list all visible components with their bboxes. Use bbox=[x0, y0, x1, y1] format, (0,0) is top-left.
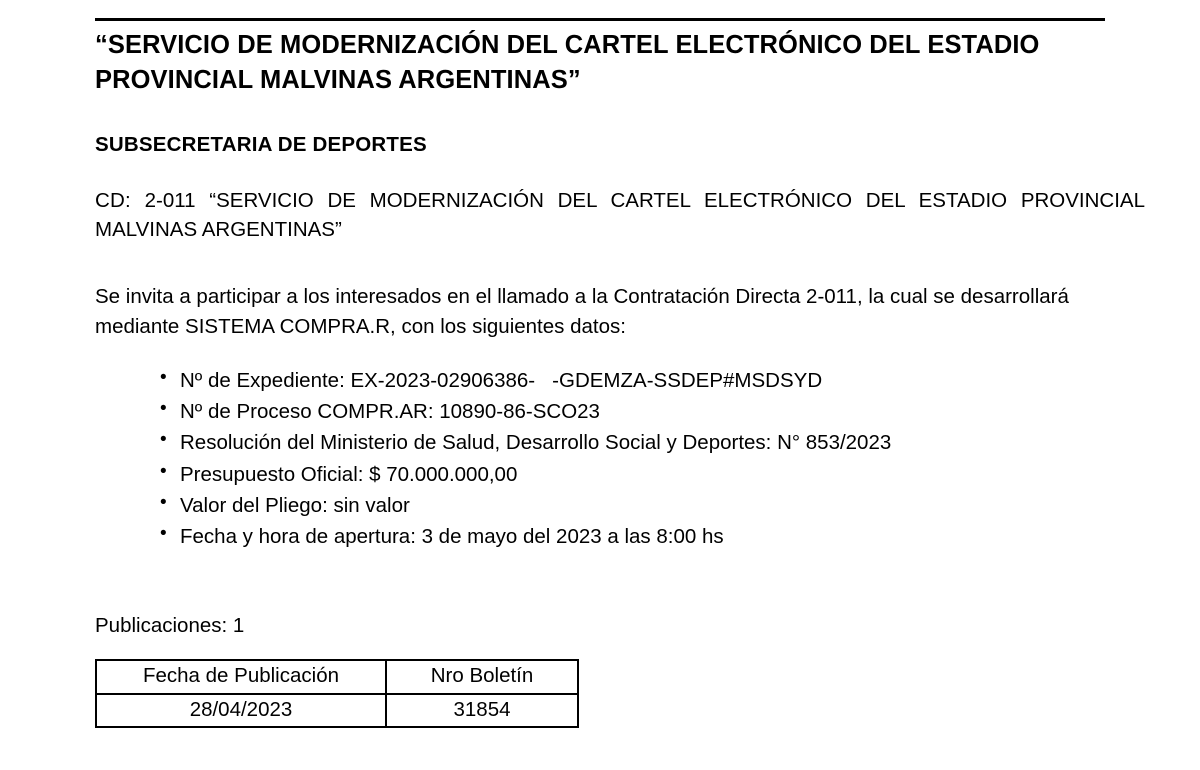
list-item-text: Nº de Expediente: EX-2023-02906386- -GDEMZA-SSDEP#MSDSYD bbox=[180, 369, 823, 393]
contract-reference bbox=[95, 186, 1145, 244]
cell-boletin: 31854 bbox=[386, 694, 578, 728]
document-body bbox=[95, 28, 1150, 728]
cell-fecha: 28/04/2023 bbox=[96, 694, 386, 728]
list-item bbox=[160, 459, 1150, 490]
list-item bbox=[160, 396, 1150, 427]
invitation-paragraph: Se invita a participar a los interesados en el llamado a la Contratación Directa 2-011, la cual se desarrollará mediante SISTEMA COMPRA.R, con los siguientes datos: bbox=[95, 284, 1069, 339]
contract-reference-label: CD: bbox=[95, 189, 131, 213]
list-item-text: Fecha y hora de apertura: 3 de mayo del 2023 a las 8:00 hs bbox=[180, 524, 724, 548]
list-item-text: Presupuesto Oficial: $ 70.000.000,00 bbox=[180, 462, 518, 486]
publications-count: Publicaciones: 1 bbox=[95, 614, 245, 638]
page-title: “SERVICIO DE MODERNIZACIÓN DEL CARTEL ELECTRÓNICO DEL ESTADIO PROVINCIAL MALVINAS ARGENTINAS” bbox=[95, 31, 1040, 95]
table-header-row bbox=[96, 660, 578, 694]
contract-reference-text: 2-011 “SERVICIO DE MODERNIZACIÓN DEL CARTEL ELECTRÓNICO DEL ESTADIO PROVINCIAL MALVINAS ARGENTINAS” bbox=[95, 189, 1145, 242]
department-heading: SUBSECRETARIA DE DEPORTES bbox=[95, 133, 427, 157]
list-item bbox=[160, 521, 1150, 552]
list-item-text: Valor del Pliego: sin valor bbox=[180, 493, 410, 517]
column-header-fecha: Fecha de Publicación bbox=[96, 660, 386, 694]
publications-table bbox=[95, 659, 579, 728]
details-list bbox=[95, 365, 1150, 552]
list-item-text: Nº de Proceso COMPR.AR: 10890-86-SCO23 bbox=[180, 400, 600, 424]
list-item bbox=[160, 427, 1150, 458]
header-divider bbox=[95, 18, 1105, 21]
column-header-boletin: Nro Boletín bbox=[386, 660, 578, 694]
list-item bbox=[160, 365, 1150, 396]
table-row bbox=[96, 694, 578, 728]
list-item-text: Resolución del Ministerio de Salud, Desarrollo Social y Deportes: N° 853/2023 bbox=[180, 431, 892, 455]
list-item bbox=[160, 490, 1150, 521]
